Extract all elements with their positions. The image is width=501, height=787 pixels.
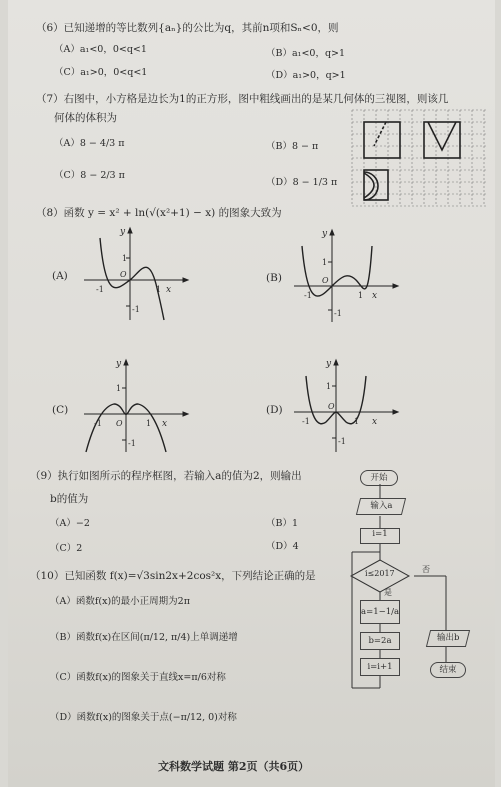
tick-neg1-y: -1 [338,437,346,446]
flow-end: 结束 [430,662,466,678]
page-footer: 文科数学试题 第2页（共6页） [158,760,310,773]
q8-graph-d [292,356,402,454]
origin: O [328,402,335,411]
flow-condition: i≤2017 [365,569,395,578]
q7-option-b: （B）8 − π [266,141,319,152]
origin: O [322,276,329,285]
tick-neg1-y: -1 [334,309,342,318]
q7-option-c: （C）8 − 2/3 π [54,170,125,181]
q8-label-a: (A) [52,270,68,282]
tick-1-x: 1 [156,285,162,294]
q9-option-b: （B）1 [266,518,299,529]
q9-option-d: （D）4 [266,541,299,552]
q7-option-d: （D）8 − 1/3 π [266,177,338,188]
tick-1: 1 [322,258,328,267]
q6-option-b: （B）a₁<0，q>1 [266,48,346,59]
q8-label-b: (B) [266,272,282,284]
axis-y: y [116,359,122,369]
q8-label-d: (D) [266,404,283,416]
origin: O [116,419,123,428]
tick-neg1: -1 [94,419,102,428]
flow-step-i: i=i+1 [360,658,400,676]
flow-no-label: 否 [422,565,430,574]
three-view-figure [350,108,490,208]
q8-label-c: (C) [52,404,69,416]
q6-option-c: （C）a₁>0，0<q<1 [54,67,148,78]
tick-neg1: -1 [96,285,104,294]
q10-option-a: （A）函数f(x)的最小正周期为2π [50,596,190,607]
q9-stem-line1: （9）执行如图所示的程序框图，若输入a的值为2，则输出 [30,470,302,482]
q8-graph-c [82,356,192,454]
flow-init: i=1 [360,528,400,544]
tick-1: 1 [116,384,122,393]
q7-option-a: （A）8 − 4/3 π [54,138,125,149]
axis-x: x [166,285,172,295]
q9-stem-line2: b的值为 [50,493,89,505]
axis-x: x [372,417,378,427]
q9-option-a: （A）−2 [50,518,90,529]
axis-x: x [162,419,168,429]
q10-option-d: （D）函数f(x)的图象关于点(−π/12, 0)对称 [50,712,237,723]
q9-option-c: （C）2 [50,543,83,554]
q10-stem: （10）已知函数 f(x)=√3sin2x+2cos²x，下列结论正确的是 [30,570,316,582]
q7-stem-line1: （7）右图中，小方格是边长为1的正方形，图中粗线画出的是某几何体的三视图，则该几 [36,93,449,105]
flow-step-a: a=1−1/a [360,600,400,624]
axis-y: y [322,229,328,239]
tick-1: 1 [326,382,332,391]
q10-option-c: （C）函数f(x)的图象关于直线x=π/6对称 [50,672,226,683]
tick-neg1: -1 [302,417,310,426]
q6-option-a: （A）a₁<0，0<q<1 [54,44,147,55]
tick-neg1-y: -1 [132,305,140,314]
q8-graph-b [292,226,402,324]
flow-yes-label: 是 [384,588,392,597]
q6-option-d: （D）a₁>0，q>1 [266,70,346,81]
axis-y: y [120,227,126,237]
tick-neg1-y: -1 [128,439,136,448]
q8-graph-a [82,224,192,322]
flow-start: 开始 [360,470,398,486]
flow-step-b: b=2a [360,632,400,650]
tick-neg1: -1 [304,291,312,300]
tick-1-x: 1 [354,417,360,426]
q7-stem-line2: 何体的体积为 [54,112,117,124]
tick-1-x: 1 [146,419,152,428]
q8-stem: （8）函数 y = x² + ln(√(x²+1) − x) 的图象大致为 [36,207,282,219]
axis-x: x [372,291,378,301]
origin: O [120,270,127,279]
tick-1: 1 [122,254,128,263]
flow-input: 输入a [356,498,406,515]
exam-page [8,0,495,787]
tick-1-x: 1 [358,291,364,300]
flow-output: 输出b [426,630,470,647]
q10-option-b: （B）函数f(x)在区间(π/12, π/4)上单调递增 [50,632,238,643]
axis-y: y [326,359,332,369]
q6-stem: （6）已知递增的等比数列{aₙ}的公比为q，其前n项和Sₙ<0，则 [36,22,339,34]
